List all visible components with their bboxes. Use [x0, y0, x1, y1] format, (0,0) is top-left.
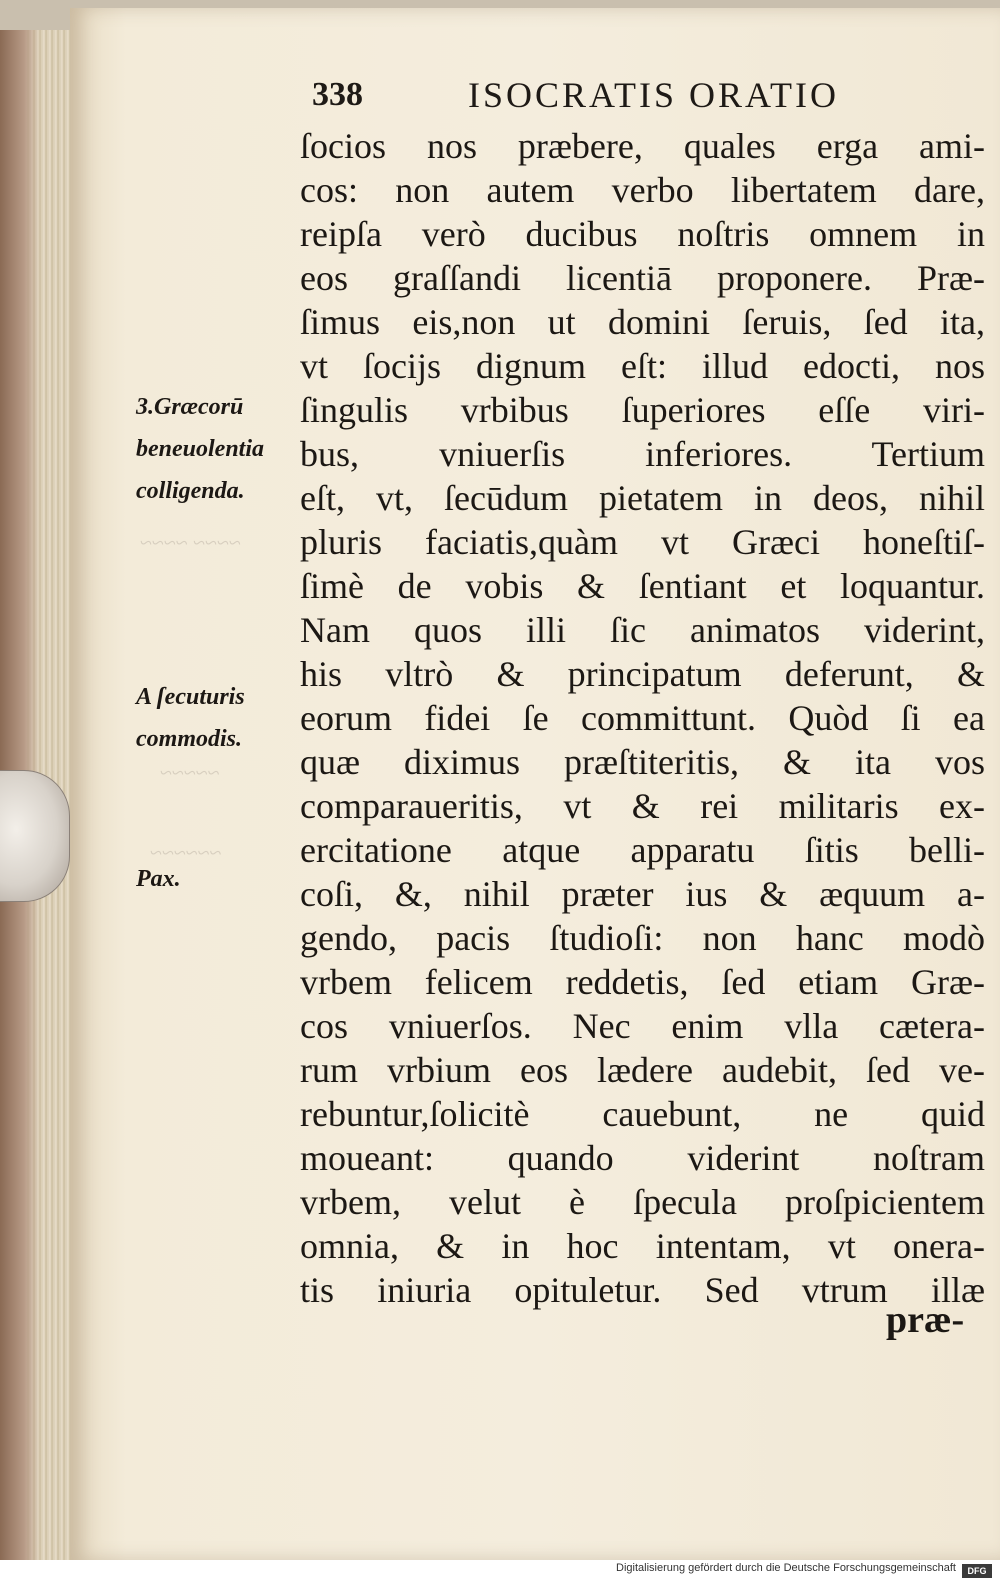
- book-clasp: [0, 770, 70, 902]
- text-line: ſocios nos præbere, quales erga ami-: [300, 126, 985, 166]
- text-line: vrbem, velut è ſpecula proſpicientem: [300, 1182, 985, 1222]
- text-line: omnia, & in hoc intentam, vt onera-: [300, 1226, 985, 1266]
- text-line: his vltrò & principatum deferunt, &: [300, 654, 985, 694]
- text-line: rum vrbium eos lædere audebit, ſed ve-: [300, 1050, 985, 1090]
- text-line: eſt, vt, ſecūdum pietatem in deos, nihil: [300, 478, 985, 518]
- funding-credit: Digitalisierung gefördert durch die Deutsche Forschungsgemeinschaft: [616, 1562, 956, 1574]
- text-line: cos vniuerſos. Nec enim vlla cætera-: [300, 1006, 985, 1046]
- marginal-note: [136, 858, 181, 900]
- text-line: vt ſocijs dignum eſt: illud edocti, nos: [300, 346, 985, 386]
- marginal-note-line: beneuolentia: [136, 436, 265, 462]
- text-line: eorum fidei ſe committunt. Quòd ſi ea: [300, 698, 985, 738]
- text-line: ſimè de vobis & ſentiant et loquantur.: [300, 566, 985, 606]
- text-line: pluris faciatis,quàm vt Græci honeſtiſ-: [300, 522, 985, 562]
- text-line: quæ diximus præſtiteritis, & ita vos: [300, 742, 985, 782]
- text-line: cos: non autem verbo libertatem dare,: [300, 170, 985, 210]
- show-through-text: ~~~~ ~~~~: [140, 530, 241, 555]
- marginal-note-line: A ſecuturis: [136, 684, 245, 710]
- text-line: Nam quos illi ſic animatos viderint,: [300, 610, 985, 650]
- marginal-note-line: Pax.: [136, 866, 181, 892]
- show-through-text: ~~~~~: [160, 760, 220, 785]
- dfg-logo: DFG: [962, 1564, 992, 1578]
- body-text: [300, 124, 985, 1312]
- marginal-note-line: colligenda.: [136, 478, 245, 504]
- marginal-note: [136, 386, 264, 512]
- text-line: moueant: quando viderint noſtram: [300, 1138, 985, 1178]
- text-line: tis iniuria opituletur. Sed vtrum illæ: [300, 1270, 985, 1310]
- marginal-note-line: commodis.: [136, 726, 242, 752]
- text-line: eos graſſandi licentiā proponere. Præ-: [300, 258, 985, 298]
- text-line: coſi, &, nihil præter ius & æquum a-: [300, 874, 985, 914]
- text-line: comparaueritis, vt & rei militaris ex-: [300, 786, 985, 826]
- text-line: vrbem felicem reddetis, ſed etiam Græ-: [300, 962, 985, 1002]
- text-line: ſingulis vrbibus ſuperiores eſſe viri-: [300, 390, 985, 430]
- marginal-note: [136, 676, 245, 760]
- running-title: ISOCRATIS ORATIO: [468, 75, 840, 115]
- page-number: 338: [312, 76, 363, 113]
- text-line: ercitatione atque apparatu ſitis belli-: [300, 830, 985, 870]
- page-header: [312, 72, 972, 122]
- text-line: rebuntur,ſolicitè cauebunt, ne quid: [300, 1094, 985, 1134]
- text-line: bus, vniuerſis inferiores. Tertium: [300, 434, 985, 474]
- text-line: gendo, pacis ſtudioſi: non hanc modò: [300, 918, 985, 958]
- marginal-note-line: 3.Græcorū: [136, 394, 244, 420]
- text-line: ſimus eis,non ut domini ſeruis, ſed ita,: [300, 302, 985, 342]
- catchword: præ-: [886, 1299, 965, 1341]
- text-line: reipſa verò ducibus noſtris omnem in: [300, 214, 985, 254]
- show-through-text: ~~~~~~: [150, 840, 222, 865]
